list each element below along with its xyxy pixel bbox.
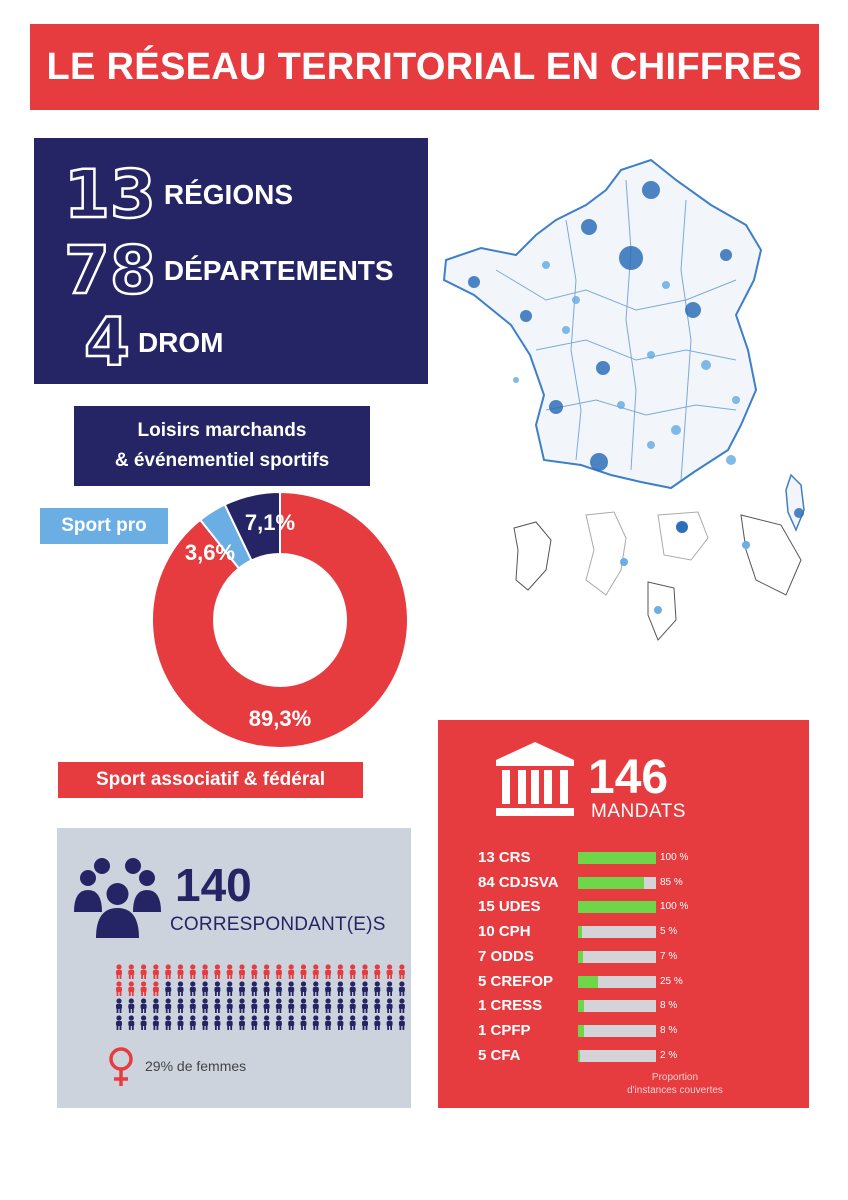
person-icon xyxy=(399,998,405,1013)
person-icon xyxy=(202,998,208,1013)
person-icon xyxy=(313,981,319,996)
person-icon xyxy=(264,998,270,1013)
stats-panel xyxy=(34,138,428,384)
person-icon xyxy=(239,981,245,996)
label-loisirs xyxy=(74,406,370,486)
person-icon xyxy=(337,998,343,1013)
stat-number: 78 xyxy=(64,232,156,309)
person-icon xyxy=(276,998,282,1013)
stat-regions xyxy=(64,156,293,233)
mandat-name: 13 CRS xyxy=(478,849,531,866)
person-female-icon xyxy=(165,964,171,979)
mandat-progress-bar xyxy=(578,1025,656,1037)
stat-number: 13 xyxy=(64,156,156,233)
mandat-pct: 7 % xyxy=(660,950,678,962)
people-grid xyxy=(110,962,410,1034)
person-icon xyxy=(387,1015,393,1030)
mandat-progress-fill xyxy=(578,901,656,913)
stat-drom xyxy=(84,304,224,381)
mandat-progress-bar xyxy=(578,976,656,988)
person-icon xyxy=(362,981,368,996)
proportion-note-line1: Proportion xyxy=(651,1072,699,1083)
female-symbol-icon xyxy=(106,1046,136,1088)
person-icon xyxy=(165,998,171,1013)
person-icon xyxy=(313,1015,319,1030)
mandat-progress-bar xyxy=(578,901,656,913)
mandat-row xyxy=(478,897,808,917)
person-female-icon xyxy=(251,964,257,979)
person-icon xyxy=(325,1015,331,1030)
proportion-note-line2: d'instances couvertes xyxy=(627,1085,723,1096)
person-female-icon xyxy=(202,964,208,979)
person-icon xyxy=(264,981,270,996)
person-icon xyxy=(325,981,331,996)
mandat-name: 5 CFA xyxy=(478,1046,521,1064)
label-assoc: Sport associatif & fédéral xyxy=(58,762,363,798)
person-icon xyxy=(325,998,331,1013)
mandats-label: MANDATS xyxy=(591,801,686,822)
person-icon xyxy=(128,998,134,1013)
donut-chart xyxy=(130,480,430,760)
person-icon xyxy=(350,1015,356,1030)
person-icon xyxy=(227,981,233,996)
person-icon xyxy=(153,998,159,1013)
person-icon xyxy=(165,981,171,996)
stat-label: RÉGIONS xyxy=(163,179,293,210)
person-icon xyxy=(190,1015,196,1030)
mandat-pct: 8 % xyxy=(660,1000,678,1012)
mandats-number: 146 xyxy=(588,751,669,804)
person-icon xyxy=(399,1015,405,1030)
person-icon xyxy=(202,1015,208,1030)
person-icon xyxy=(276,1015,282,1030)
mandat-progress-bar xyxy=(578,926,656,938)
person-female-icon xyxy=(288,964,294,979)
person-female-icon xyxy=(116,981,122,996)
person-female-icon xyxy=(153,964,159,979)
mandat-pct: 85 % xyxy=(660,876,683,888)
mandat-progress-bar xyxy=(578,852,656,864)
france-map-icon xyxy=(436,150,836,660)
mandat-name: 5 CREFOP xyxy=(478,972,554,990)
person-icon xyxy=(288,1015,294,1030)
person-icon xyxy=(337,1015,343,1030)
person-icon xyxy=(214,1015,220,1030)
person-icon xyxy=(350,998,356,1013)
person-icon xyxy=(301,1015,307,1030)
person-icon xyxy=(251,1015,257,1030)
person-icon xyxy=(337,981,343,996)
person-female-icon xyxy=(227,964,233,979)
person-icon xyxy=(399,981,405,996)
mandat-progress-fill xyxy=(578,1000,584,1012)
mandat-progress-bar xyxy=(578,1000,656,1012)
person-female-icon xyxy=(276,964,282,979)
person-icon xyxy=(116,1015,122,1030)
person-female-icon xyxy=(325,964,331,979)
person-female-icon xyxy=(116,964,122,979)
person-female-icon xyxy=(214,964,220,979)
person-female-icon xyxy=(141,964,147,979)
person-female-icon xyxy=(264,964,270,979)
mandat-row xyxy=(478,996,808,1016)
person-icon xyxy=(227,1015,233,1030)
mandat-progress-fill xyxy=(578,1025,584,1037)
person-icon xyxy=(350,981,356,996)
mandat-progress-fill xyxy=(578,852,656,864)
person-female-icon xyxy=(141,981,147,996)
mandat-row xyxy=(478,873,808,893)
correspondants-label: CORRESPONDANT(E)S xyxy=(170,914,386,935)
person-icon xyxy=(374,1015,380,1030)
mandat-pct: 100 % xyxy=(660,901,689,913)
mandat-name: 7 ODDS xyxy=(478,947,534,965)
person-icon xyxy=(141,1015,147,1030)
mandat-row xyxy=(478,1021,808,1041)
stat-label: DROM xyxy=(137,327,224,358)
mandat-row xyxy=(478,1046,808,1066)
mandat-progress-fill xyxy=(578,976,598,988)
person-icon xyxy=(239,998,245,1013)
label-loisirs-line2: & événementiel sportifs xyxy=(114,450,330,471)
mandat-progress-fill xyxy=(578,926,582,938)
person-icon xyxy=(362,998,368,1013)
person-female-icon xyxy=(153,981,159,996)
slice-label-sportpro: 3,6% xyxy=(184,540,236,565)
person-icon xyxy=(214,998,220,1013)
person-female-icon xyxy=(128,964,134,979)
person-icon xyxy=(251,981,257,996)
mandat-progress-fill xyxy=(578,951,583,963)
slice-label-loisirs: 7,1% xyxy=(244,510,296,535)
person-icon xyxy=(301,998,307,1013)
person-icon xyxy=(288,998,294,1013)
person-icon xyxy=(239,1015,245,1030)
person-icon xyxy=(190,998,196,1013)
person-female-icon xyxy=(239,964,245,979)
person-icon xyxy=(387,981,393,996)
person-icon xyxy=(387,998,393,1013)
person-female-icon xyxy=(337,964,343,979)
mandat-pct: 25 % xyxy=(660,975,683,987)
mandat-progress-bar xyxy=(578,1050,656,1062)
mandat-progress-fill xyxy=(578,1050,580,1062)
proportion-note xyxy=(580,1071,770,1097)
mandat-progress-bar xyxy=(578,951,656,963)
mandat-pct: 5 % xyxy=(660,926,678,938)
mandat-pct: 100 % xyxy=(660,852,689,863)
stat-departements xyxy=(64,232,394,309)
female-share-note: 29% de femmes xyxy=(145,1058,247,1074)
person-icon xyxy=(190,981,196,996)
person-female-icon xyxy=(387,964,393,979)
person-icon xyxy=(251,998,257,1013)
person-icon xyxy=(165,1015,171,1030)
person-icon xyxy=(178,998,184,1013)
stat-number: 4 xyxy=(84,304,130,381)
slice-label-assoc: 89,3% xyxy=(248,706,312,731)
mandat-name: 1 CPFP xyxy=(478,1021,531,1039)
mandat-name: 10 CPH xyxy=(478,923,531,941)
person-icon xyxy=(362,1015,368,1030)
label-sportpro: Sport pro xyxy=(40,508,168,544)
mandat-pct: 8 % xyxy=(660,1024,678,1036)
mandat-name: 15 UDES xyxy=(478,898,541,916)
person-icon xyxy=(116,998,122,1013)
person-icon xyxy=(227,998,233,1013)
institution-building-icon xyxy=(494,738,576,820)
person-icon xyxy=(178,981,184,996)
person-icon xyxy=(128,1015,134,1030)
page-title: LE RÉSEAU TERRITORIAL EN CHIFFRES xyxy=(46,45,803,88)
person-female-icon xyxy=(399,964,405,979)
mandat-name: 1 CRESS xyxy=(478,997,543,1015)
person-icon xyxy=(374,998,380,1013)
mandat-row xyxy=(478,947,808,967)
person-icon xyxy=(264,1015,270,1030)
person-female-icon xyxy=(313,964,319,979)
person-icon xyxy=(202,981,208,996)
mandat-progress-fill xyxy=(578,877,644,889)
person-female-icon xyxy=(128,981,134,996)
label-loisirs-line1: Loisirs marchands xyxy=(137,420,307,441)
mandat-progress-bar xyxy=(578,877,656,889)
person-female-icon xyxy=(362,964,368,979)
mandat-row xyxy=(478,922,808,942)
people-group-icon xyxy=(70,850,165,940)
person-female-icon xyxy=(301,964,307,979)
person-icon xyxy=(153,1015,159,1030)
person-female-icon xyxy=(190,964,196,979)
person-icon xyxy=(313,998,319,1013)
person-female-icon xyxy=(350,964,356,979)
person-female-icon xyxy=(178,964,184,979)
person-icon xyxy=(276,981,282,996)
person-female-icon xyxy=(374,964,380,979)
mandat-row xyxy=(478,848,808,868)
mandat-name: 84 CDJSVA xyxy=(478,873,559,891)
person-icon xyxy=(288,981,294,996)
stat-label: DÉPARTEMENTS xyxy=(163,255,394,286)
title-banner xyxy=(30,24,819,110)
person-icon xyxy=(374,981,380,996)
mandat-row xyxy=(478,972,808,992)
person-icon xyxy=(141,998,147,1013)
person-icon xyxy=(178,1015,184,1030)
correspondants-number: 140 xyxy=(175,859,252,911)
person-icon xyxy=(214,981,220,996)
person-icon xyxy=(301,981,307,996)
mandat-pct: 2 % xyxy=(660,1049,678,1061)
